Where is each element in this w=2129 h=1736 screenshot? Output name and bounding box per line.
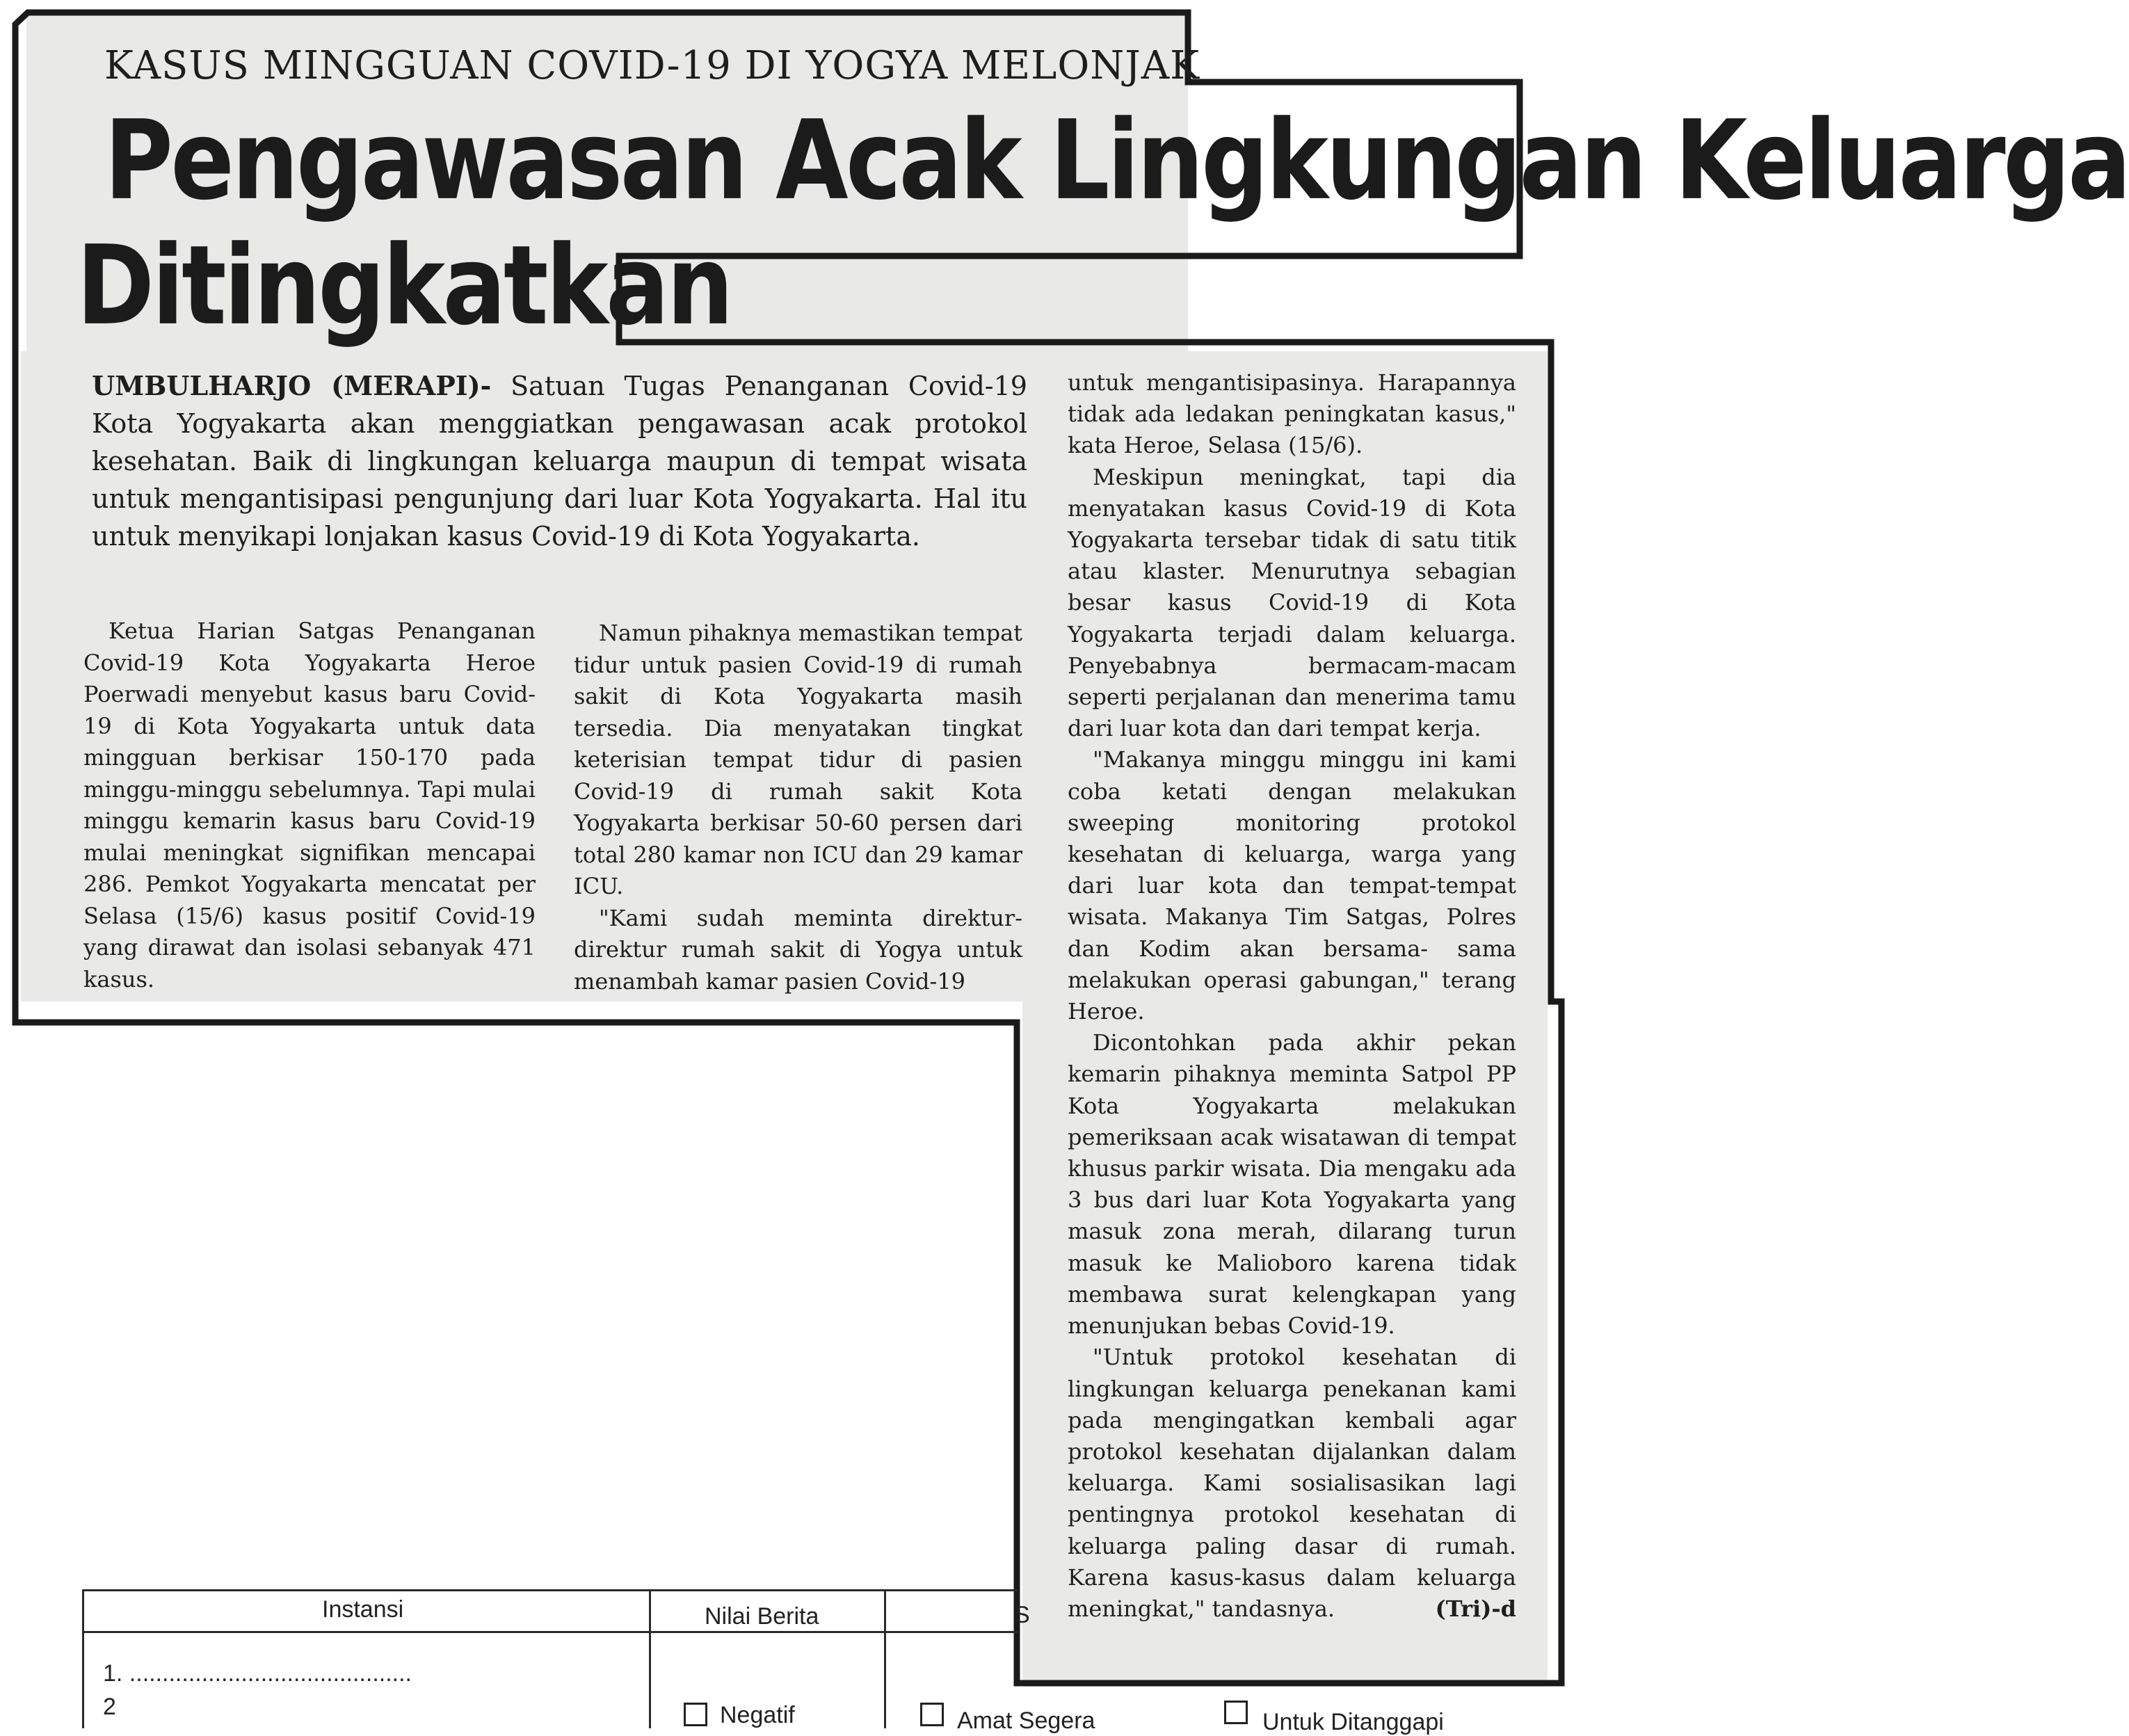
form-divider-2 (884, 1589, 886, 1728)
label-untuk-ditanggapi: Untuk Ditanggapi (1262, 1709, 1444, 1735)
evaluation-form (82, 1589, 1612, 1735)
form-row-1[interactable]: 1. ........................................... (103, 1660, 412, 1687)
author-signature: (Tri)-d (1435, 1595, 1516, 1622)
form-header-line (82, 1631, 1018, 1633)
paragraph: Ketua Harian Satgas Penanganan Covid-19 Kota Yogyakarta Heroe Poerwadi menyebut kasus baru Covid-19 di Kota Yogyakarta untuk data mingguan berkisar 150-170 pada minggu-minggu sebelumnya. Tapi mulai minggu kemarin kasus baru Covid-19 mulai meningkat signifikan mencapai 286. Pemkot Yogyakarta mencatat per Selasa (15/6) kasus positif Covid-19 yang dirawat dan isolasi sebanyak 471 kasus. (83, 618, 536, 992)
paragraph: "Makanya minggu minggu ini kami coba ketati dengan melakukan sweeping monitoring protokol kesehatan di keluarga, warga yang dari luar kota dan tempat-tempat wisata. Makanya Tim Satgas, Polres dan Kodim akan bersama- sama melakukan operasi gabungan," terang Heroe. (1068, 746, 1516, 1025)
paragraph: "Kami sudah meminta direktur- direktur rumah sakit di Yogya untuk menambah kamar pasien Covid-19 (574, 904, 1022, 995)
article-dateline: UMBULHARJO (MERAPI)- (92, 370, 492, 401)
paragraph: untuk mengantisipasinya. Harapannya tidak ada ledakan peningkatan kasus," kata Heroe, Selasa (15/6). (1068, 369, 1516, 459)
paragraph: Dicontohkan pada akhir pekan kemarin pihaknya meminta Satpol PP Kota Yogyakarta melakukan pemeriksaan acak wisatawan di tempat khusus parkir wisata. Dia mengaku ada 3 bus dari luar Kota Yogyakarta yang masuk zona merah, dilarang turun masuk ke Malioboro karena tidak membawa surat kelengkapan yang menunjukan bebas Covid-19. (1068, 1029, 1516, 1340)
article-headline: Pengawasan Acak Lingkungan Keluarga (104, 97, 2129, 225)
label-amat-segera: Amat Segera (957, 1707, 1095, 1734)
checkbox-untuk-ditanggapi[interactable] (1224, 1701, 1248, 1724)
form-header-partial: S (1014, 1602, 1030, 1628)
article-column-3 (1068, 367, 1516, 1625)
paragraph: Namun pihaknya memastikan tempat tidur untuk pasien Covid-19 di rumah sakit di Kota Yogyakarta masih tersedia. Dia menyatakan tingkat keterisian tempat tidur di pasien Covid-19 di rumah sakit Kota Yogyakarta berkisar 50-60 persen dari total 280 kamar non ICU dan 29 kamar ICU. (574, 620, 1022, 899)
form-top-line (82, 1589, 1018, 1591)
paragraph: Meskipun meningkat, tapi dia menyatakan kasus Covid-19 di Kota Yogyakarta tersebar tidak di satu titik atau klaster. Menurutnya sebagian besar kasus Covid-19 di Kota Yogyakarta terjadi dalam keluarga. Penyebabnya bermacam-macam seperti perjalanan dan menerima tamu dari luar kota dan dari tempat kerja. (1068, 463, 1516, 742)
checkbox-negatif[interactable] (684, 1703, 707, 1726)
checkbox-amat-segera[interactable] (920, 1703, 944, 1726)
paragraph-text: "Untuk protokol kesehatan di lingkungan keluarga penekanan kami pada mengingatkan kembali agar protokol kesehatan dijalankan dalam keluarga. Kami sosialisasikan lagi pentingnya protokol kesehatan di keluarga paling dasar di rumah. Karena kasus-kasus dalam keluarga meningkat," tandasnya. (1068, 1344, 1516, 1622)
article-kicker: KASUS MINGGUAN COVID-19 DI YOGYA MELONJAK (104, 43, 1200, 88)
label-negatif: Negatif (720, 1702, 795, 1728)
article-column-1 (83, 616, 536, 995)
form-divider-1 (649, 1589, 651, 1728)
form-header-instansi: Instansi (322, 1596, 404, 1623)
article-lead-text: Satuan Tugas Penanganan Covid-19 Kota Yogyakarta akan menggiatkan pengawasan acak protokol kesehatan. Baik di lingkungan keluarga maupun di tempat wisata untuk mengantisipasi pengunjung dari luar Kota Yogyakarta. Hal itu untuk menyikapi lonjakan kasus Covid-19 di Kota Yogyakarta. (92, 371, 1027, 552)
form-row-2[interactable]: 2 (103, 1694, 116, 1720)
form-header-nilai-berita: Nilai Berita (705, 1603, 819, 1630)
article-headline-continued: Ditingkatkan (77, 223, 732, 350)
article-column-2 (574, 618, 1022, 997)
paragraph (1068, 1342, 1516, 1625)
form-left-border (82, 1589, 84, 1728)
article-lead (92, 367, 1027, 555)
